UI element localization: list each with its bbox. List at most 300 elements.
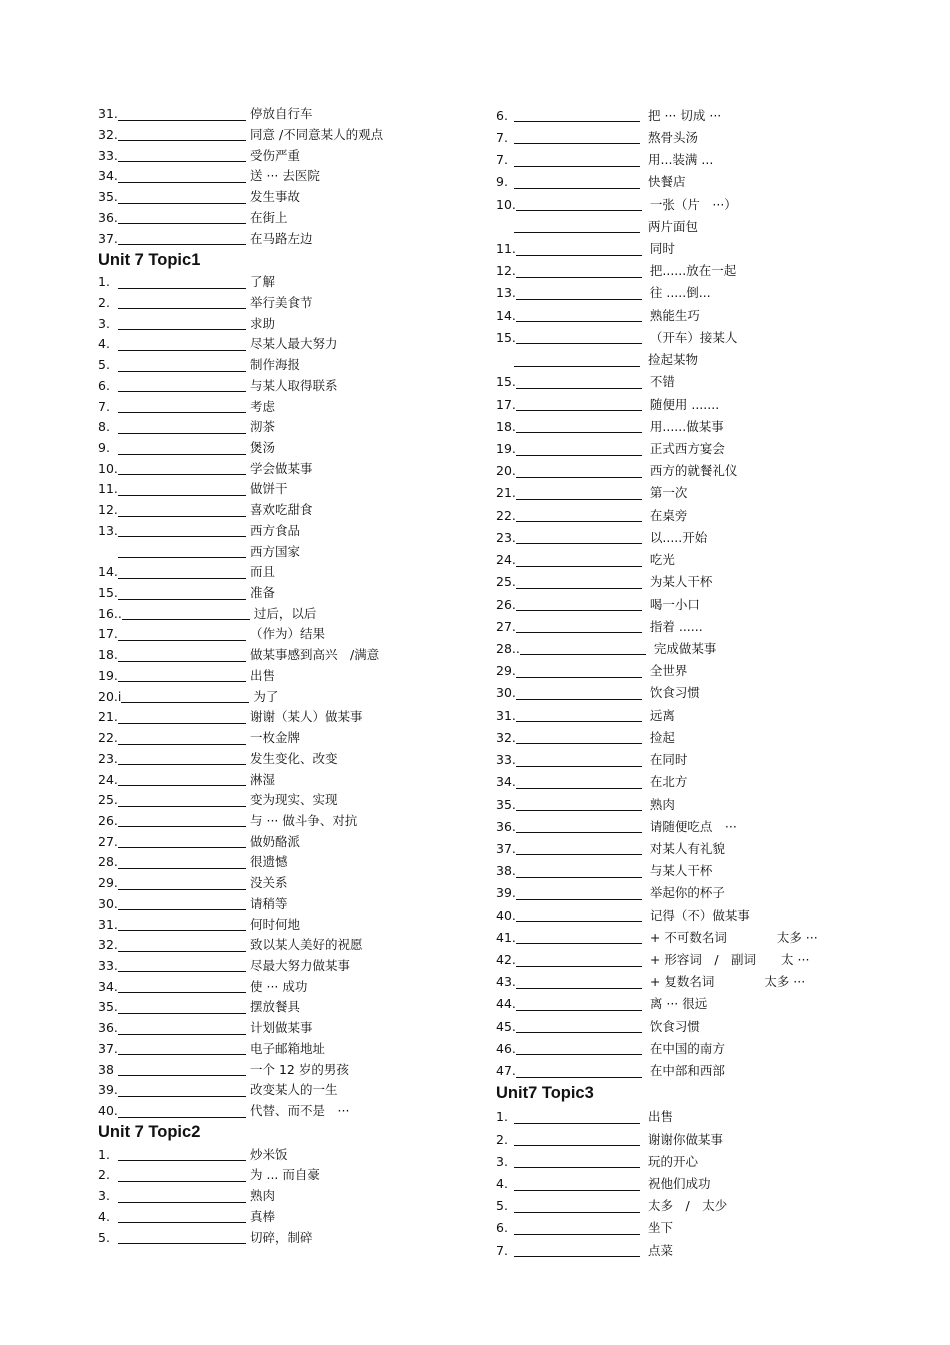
vocab-item xyxy=(98,1055,478,1076)
vocab-item xyxy=(98,1203,478,1224)
item-number: 4. xyxy=(98,336,110,352)
answer-blank[interactable] xyxy=(520,643,646,655)
answer-blank[interactable] xyxy=(118,588,246,600)
answer-blank[interactable] xyxy=(118,380,246,392)
chinese-meaning: （开车）接某人 xyxy=(649,329,738,345)
chinese-meaning: 何时何地 xyxy=(250,916,301,932)
answer-blank[interactable] xyxy=(118,1232,246,1244)
vocab-item xyxy=(98,724,478,745)
vocab-item xyxy=(98,392,478,413)
vocab-item xyxy=(496,478,916,500)
answer-blank[interactable] xyxy=(118,795,246,807)
answer-blank[interactable] xyxy=(118,484,246,496)
vocab-item xyxy=(496,278,916,300)
item-number: 3. xyxy=(98,1188,110,1204)
section-heading: Unit7 Topic3 xyxy=(496,1084,594,1103)
item-number: 36. xyxy=(496,818,516,834)
vocab-item xyxy=(496,744,916,766)
chinese-meaning: （作为）结果 xyxy=(250,626,326,642)
chinese-meaning: 制作海报 xyxy=(250,357,301,373)
chinese-meaning: 点菜 xyxy=(648,1242,674,1258)
chinese-meaning: 变为现实、实现 xyxy=(250,792,338,808)
answer-blank[interactable] xyxy=(118,1106,246,1118)
item-number: 17. xyxy=(98,626,118,642)
chinese-meaning: 同时 xyxy=(649,241,675,257)
answer-blank[interactable] xyxy=(118,878,246,890)
item-number: 17. xyxy=(496,396,516,412)
answer-blank[interactable] xyxy=(516,821,642,833)
vocab-item xyxy=(496,322,916,344)
item-number: 35. xyxy=(98,999,118,1015)
item-number: 6. xyxy=(98,377,110,393)
item-number: 20.i xyxy=(98,688,122,704)
vocab-item xyxy=(98,496,478,517)
vocab-item xyxy=(496,722,916,744)
vocab-item xyxy=(98,1076,478,1097)
vocab-item xyxy=(496,256,916,278)
answer-blank[interactable] xyxy=(118,192,246,204)
answer-blank[interactable] xyxy=(118,318,246,330)
item-number: 21. xyxy=(496,485,516,501)
item-number: 5. xyxy=(98,357,110,373)
item-number: 13. xyxy=(496,285,516,301)
answer-blank[interactable] xyxy=(118,898,246,910)
answer-blank[interactable] xyxy=(122,608,250,620)
vocab-item xyxy=(496,967,916,989)
chinese-meaning: 做某事感到高兴 /满意 xyxy=(250,647,380,663)
vocab-item xyxy=(98,289,478,310)
item-number: 9. xyxy=(496,174,508,190)
item-number: 7. xyxy=(496,129,508,145)
answer-blank[interactable] xyxy=(516,710,642,722)
item-number: 15. xyxy=(496,374,516,390)
answer-blank[interactable] xyxy=(118,1191,246,1203)
vocab-item xyxy=(98,682,478,703)
answer-blank[interactable] xyxy=(118,940,246,952)
chinese-meaning: 谢谢（某人）做某事 xyxy=(250,709,363,725)
chinese-meaning: 在中国的南方 xyxy=(649,1040,725,1056)
chinese-meaning: 祝他们成功 xyxy=(648,1176,711,1191)
chinese-meaning: + 复数名词 太多 ··· xyxy=(649,974,806,990)
item-number: 38. xyxy=(496,863,516,879)
chinese-meaning: 西方食品 xyxy=(250,522,301,538)
chinese-meaning: 在马路左边 xyxy=(250,230,313,246)
item-number: 30. xyxy=(98,895,118,911)
vocab-item xyxy=(98,579,478,600)
item-number: 35. xyxy=(98,189,118,205)
item-number: 33. xyxy=(98,147,118,163)
chinese-meaning: 同意 /不同意某人的观点 xyxy=(250,126,384,142)
vocab-item xyxy=(98,931,478,952)
chinese-meaning: 快餐店 xyxy=(648,174,686,190)
vocab-item xyxy=(98,952,478,973)
chinese-meaning: 发生变化、改变 xyxy=(250,750,338,766)
vocab-item xyxy=(98,372,478,393)
vocab-item xyxy=(496,167,916,189)
vocab-item xyxy=(98,641,478,662)
vocab-item xyxy=(98,807,478,828)
answer-blank[interactable] xyxy=(118,401,246,413)
chinese-meaning: 煲汤 xyxy=(250,440,276,455)
vocab-item xyxy=(496,1191,916,1213)
answer-blank[interactable] xyxy=(118,463,246,475)
answer-blank[interactable] xyxy=(118,774,246,786)
vocab-item xyxy=(98,1161,478,1182)
chinese-meaning: 摆放餐具 xyxy=(250,999,301,1015)
answer-blank[interactable] xyxy=(118,277,246,289)
chinese-meaning: 做饼干 xyxy=(250,481,288,497)
answer-blank[interactable] xyxy=(516,888,642,900)
answer-blank[interactable] xyxy=(118,733,246,745)
chinese-meaning: 捡起 xyxy=(649,729,675,745)
vocab-item xyxy=(496,878,916,900)
chinese-meaning: 一个 12 岁的男孩 xyxy=(250,1061,349,1077)
chinese-meaning: 与某人取得联系 xyxy=(250,377,338,393)
vocab-item xyxy=(98,517,478,538)
answer-blank[interactable] xyxy=(514,1112,640,1124)
vocab-item xyxy=(496,700,916,722)
item-number: 12. xyxy=(98,502,118,518)
answer-blank[interactable] xyxy=(516,932,642,944)
answer-blank[interactable] xyxy=(121,691,249,703)
chinese-meaning: 捡起某物 xyxy=(648,352,699,368)
item-number: 13. xyxy=(98,522,118,538)
answer-blank[interactable] xyxy=(516,266,642,278)
item-number: 19. xyxy=(496,441,516,456)
chinese-meaning: 电子邮箱地址 xyxy=(250,1040,326,1056)
vocab-item xyxy=(496,1235,916,1257)
chinese-meaning: 西方的就餐礼仪 xyxy=(649,463,738,479)
left-column xyxy=(98,100,478,1244)
answer-blank[interactable] xyxy=(516,577,642,589)
chinese-meaning: 饮食习惯 xyxy=(649,685,700,701)
answer-blank[interactable] xyxy=(516,843,642,855)
chinese-meaning: 计划做某事 xyxy=(250,1020,313,1036)
answer-blank[interactable] xyxy=(118,629,246,641)
chinese-meaning: 一枚金牌 xyxy=(250,730,301,746)
item-number: 26. xyxy=(496,596,516,612)
item-number: 10. xyxy=(98,460,118,476)
item-number: 7. xyxy=(496,1242,508,1258)
vocab-item xyxy=(496,100,916,122)
answer-blank[interactable] xyxy=(118,1023,246,1035)
item-number: 26. xyxy=(98,812,118,828)
answer-blank[interactable] xyxy=(516,866,642,878)
right-column xyxy=(496,100,916,1257)
chinese-meaning: 把 ··· 切成 ··· xyxy=(648,107,722,123)
item-number: 22. xyxy=(98,730,118,746)
answer-blank[interactable] xyxy=(118,546,246,558)
vocab-item xyxy=(496,1033,916,1055)
vocab-item xyxy=(98,1223,478,1244)
item-number: 39. xyxy=(98,1082,118,1098)
answer-blank[interactable] xyxy=(516,799,642,811)
answer-blank[interactable] xyxy=(516,1066,642,1078)
vocab-item xyxy=(98,121,478,142)
vocab-item xyxy=(98,455,478,476)
vocab-item xyxy=(98,204,478,225)
vocab-item xyxy=(496,855,916,877)
item-number: 31. xyxy=(496,707,516,723)
chinese-meaning: 发生事故 xyxy=(250,189,301,205)
item-number: 3. xyxy=(496,1153,508,1169)
item-number: 6. xyxy=(496,1220,508,1236)
answer-blank[interactable] xyxy=(118,1170,246,1182)
item-number: 32. xyxy=(98,126,118,142)
vocab-item xyxy=(496,789,916,811)
chinese-meaning: 停放自行车 xyxy=(250,106,313,122)
chinese-meaning: 淋湿 xyxy=(250,771,276,787)
answer-blank[interactable] xyxy=(516,777,642,789)
answer-blank[interactable] xyxy=(118,129,246,141)
item-number: 8. xyxy=(98,419,110,435)
answer-blank[interactable] xyxy=(514,132,640,144)
vocab-item xyxy=(98,993,478,1014)
answer-blank[interactable] xyxy=(516,555,642,567)
item-number: 39. xyxy=(496,885,516,901)
chinese-meaning: 与 ··· 做斗争、对抗 xyxy=(250,812,358,828)
vocab-item xyxy=(496,233,916,255)
vocab-item xyxy=(98,1141,478,1162)
chinese-meaning: 对某人有礼貌 xyxy=(649,840,725,856)
answer-blank[interactable] xyxy=(516,666,642,678)
vocab-item xyxy=(98,869,478,890)
vocab-item xyxy=(496,944,916,966)
answer-blank[interactable] xyxy=(516,1043,642,1055)
answer-blank[interactable] xyxy=(514,355,640,367)
vocab-item xyxy=(98,765,478,786)
chinese-meaning: 举行美食节 xyxy=(250,294,313,310)
answer-blank[interactable] xyxy=(516,488,642,500)
item-number: 33. xyxy=(98,957,118,973)
answer-blank[interactable] xyxy=(514,155,640,167)
item-number: 20. xyxy=(496,463,516,479)
answer-blank[interactable] xyxy=(516,199,642,211)
item-number: 30. xyxy=(496,685,516,701)
vocab-item xyxy=(496,611,916,633)
vocab-item xyxy=(496,500,916,522)
item-number: 25. xyxy=(496,574,516,590)
chinese-meaning: 做奶酪派 xyxy=(250,833,301,849)
answer-blank[interactable] xyxy=(118,712,246,724)
item-number: 32. xyxy=(98,937,118,953)
answer-blank[interactable] xyxy=(118,443,246,455)
vocab-item xyxy=(98,848,478,869)
item-number: 11. xyxy=(98,481,118,497)
answer-blank[interactable] xyxy=(516,999,642,1011)
answer-blank[interactable] xyxy=(514,1201,640,1213)
vocab-item xyxy=(496,567,916,589)
chinese-meaning: 在中部和西部 xyxy=(649,1063,725,1079)
answer-blank[interactable] xyxy=(516,599,642,611)
chinese-meaning: 喝一小口 xyxy=(649,596,700,612)
answer-blank[interactable] xyxy=(118,525,246,537)
chinese-meaning: 熟肉 xyxy=(250,1188,276,1204)
answer-blank[interactable] xyxy=(516,955,642,967)
answer-blank[interactable] xyxy=(516,288,642,300)
answer-blank[interactable] xyxy=(516,310,642,322)
answer-blank[interactable] xyxy=(118,212,246,224)
chinese-meaning: 随便用 ....... xyxy=(649,396,720,412)
answer-blank[interactable] xyxy=(516,399,642,411)
vocab-item xyxy=(98,413,478,434)
item-number: 4. xyxy=(98,1208,110,1224)
item-number: 34. xyxy=(98,168,118,184)
chinese-meaning: 远离 xyxy=(649,707,675,723)
vocab-item xyxy=(98,224,478,245)
answer-blank[interactable] xyxy=(118,567,246,579)
item-number: 1. xyxy=(98,1146,110,1162)
vocab-item xyxy=(496,1146,916,1168)
answer-blank[interactable] xyxy=(514,1156,640,1168)
answer-blank[interactable] xyxy=(516,532,642,544)
chinese-meaning: 玩的开心 xyxy=(648,1153,699,1169)
answer-blank[interactable] xyxy=(516,621,642,633)
item-number: 18. xyxy=(496,418,516,434)
chinese-meaning: 代替、而不是 ··· xyxy=(250,1103,350,1118)
item-number: 40. xyxy=(496,907,516,923)
answer-blank[interactable] xyxy=(118,1085,246,1097)
vocab-item xyxy=(98,786,478,807)
vocab-item xyxy=(98,890,478,911)
item-number: 5. xyxy=(98,1229,110,1245)
item-number: 7. xyxy=(496,152,508,168)
answer-blank[interactable] xyxy=(118,109,246,121)
answer-blank[interactable] xyxy=(118,233,246,245)
item-number: 34. xyxy=(98,978,118,994)
vocab-item xyxy=(496,1011,916,1033)
chinese-meaning: 而且 xyxy=(250,564,276,580)
vocab-item xyxy=(496,922,916,944)
answer-blank[interactable] xyxy=(516,1021,642,1033)
answer-blank[interactable] xyxy=(118,505,246,517)
answer-blank[interactable] xyxy=(516,377,642,389)
answer-blank[interactable] xyxy=(516,977,642,989)
answer-blank[interactable] xyxy=(514,177,640,189)
chinese-meaning: 请稍等 xyxy=(250,895,288,911)
vocab-item xyxy=(496,211,916,233)
answer-blank[interactable] xyxy=(514,1245,640,1257)
vocab-item xyxy=(496,189,916,211)
vocab-item xyxy=(98,745,478,766)
answer-blank[interactable] xyxy=(118,650,246,662)
vocab-item xyxy=(98,1014,478,1035)
answer-blank[interactable] xyxy=(118,815,246,827)
vocab-item xyxy=(496,367,916,389)
vocab-item xyxy=(98,475,478,496)
vocab-item xyxy=(496,344,916,366)
answer-blank[interactable] xyxy=(118,981,246,993)
item-number: 19. xyxy=(98,667,118,683)
vocab-item xyxy=(98,309,478,330)
answer-blank[interactable] xyxy=(118,670,246,682)
answer-blank[interactable] xyxy=(118,150,246,162)
item-number: 4. xyxy=(496,1176,508,1191)
answer-blank[interactable] xyxy=(118,360,246,372)
vocab-item xyxy=(496,589,916,611)
answer-blank[interactable] xyxy=(118,1064,246,1076)
chinese-meaning: 用......做某事 xyxy=(649,418,724,434)
answer-blank[interactable] xyxy=(516,332,642,344)
answer-blank[interactable] xyxy=(516,444,642,456)
vocab-item xyxy=(496,811,916,833)
answer-blank[interactable] xyxy=(514,110,640,122)
item-number: 45. xyxy=(496,1018,516,1034)
answer-blank[interactable] xyxy=(118,422,246,434)
answer-blank[interactable] xyxy=(118,339,246,351)
chinese-meaning: 完成做某事 xyxy=(653,640,717,656)
answer-blank[interactable] xyxy=(118,960,246,972)
vocab-item xyxy=(98,600,478,621)
answer-blank[interactable] xyxy=(514,1223,640,1235)
vocab-item xyxy=(496,144,916,166)
answer-blank[interactable] xyxy=(118,836,246,848)
chinese-meaning: 请随便吃点 ··· xyxy=(649,818,737,834)
item-number: 1. xyxy=(496,1109,508,1125)
chinese-meaning: 离 ··· 很远 xyxy=(649,996,708,1012)
chinese-meaning: 不错 xyxy=(649,374,675,390)
answer-blank[interactable] xyxy=(516,732,642,744)
vocab-item xyxy=(496,989,916,1011)
answer-blank[interactable] xyxy=(118,919,246,931)
chinese-meaning: 用...装满 ... xyxy=(648,152,714,168)
answer-blank[interactable] xyxy=(514,1134,640,1146)
chinese-meaning: 了解 xyxy=(250,274,276,290)
answer-blank[interactable] xyxy=(118,1043,246,1055)
answer-blank[interactable] xyxy=(516,421,642,433)
answer-blank[interactable] xyxy=(516,910,642,922)
vocab-item xyxy=(98,162,478,183)
answer-blank[interactable] xyxy=(516,688,642,700)
item-number: 28.. xyxy=(496,640,520,656)
item-number: 18. xyxy=(98,647,118,663)
chinese-meaning: 致以某人美好的祝愿 xyxy=(250,937,363,953)
answer-blank[interactable] xyxy=(118,1002,246,1014)
chinese-meaning: 第一次 xyxy=(649,485,688,501)
item-number: 22. xyxy=(496,507,516,523)
answer-blank[interactable] xyxy=(118,297,246,309)
answer-blank[interactable] xyxy=(514,1179,640,1191)
vocab-item xyxy=(496,411,916,433)
vocab-item xyxy=(496,433,916,455)
vocab-item xyxy=(496,544,916,566)
chinese-meaning: 过后，以后 xyxy=(253,605,317,621)
chinese-meaning: 尽某人最大努力 xyxy=(250,336,338,352)
chinese-meaning: 在北方 xyxy=(649,774,688,790)
vocab-item xyxy=(496,1168,916,1190)
chinese-meaning: 沏茶 xyxy=(250,419,276,435)
answer-blank[interactable] xyxy=(516,510,642,522)
vocab-item xyxy=(496,522,916,544)
answer-blank[interactable] xyxy=(118,857,246,869)
answer-blank[interactable] xyxy=(118,1149,246,1161)
item-number: 29. xyxy=(98,875,118,891)
vocab-item xyxy=(496,678,916,700)
answer-blank[interactable] xyxy=(516,244,642,256)
chinese-meaning: 往 .....倒... xyxy=(649,285,711,301)
chinese-meaning: 改变某人的一生 xyxy=(250,1082,338,1098)
answer-blank[interactable] xyxy=(118,753,246,765)
chinese-meaning: 喜欢吃甜食 xyxy=(250,502,313,518)
answer-blank[interactable] xyxy=(516,466,642,478)
vocab-item xyxy=(98,827,478,848)
answer-blank[interactable] xyxy=(516,755,642,767)
vocab-item xyxy=(496,900,916,922)
answer-blank[interactable] xyxy=(514,221,640,233)
answer-blank[interactable] xyxy=(118,1211,246,1223)
vocab-item xyxy=(496,633,916,655)
answer-blank[interactable] xyxy=(118,171,246,183)
